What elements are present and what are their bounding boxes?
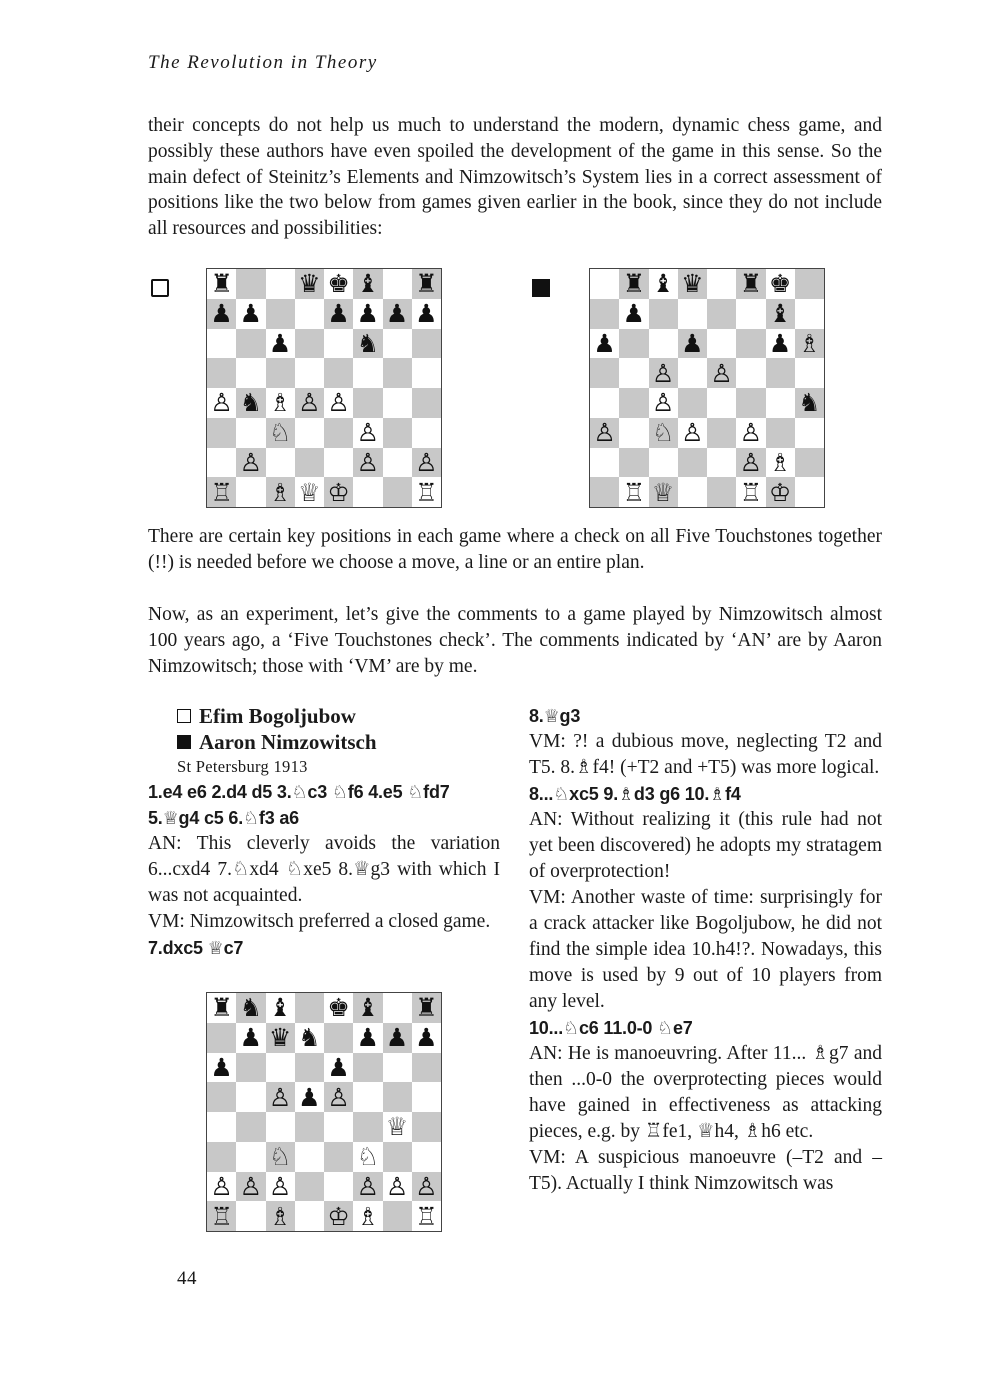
black-square-icon [177,735,191,749]
square-e7: ♟ [324,299,353,329]
square-b2: ♙ [236,448,265,478]
square-e3 [324,418,353,448]
square-e2 [707,448,736,478]
square-b8: ♜ [619,269,648,299]
square-e4 [707,388,736,418]
square-f5 [736,358,765,388]
square-g3 [766,418,795,448]
experiment-paragraph: Now, as an experiment, let’s give the comments to a game played by Nimzowitsch almost 100 years ago, a ‘Five Touchstones check’. The comments indicated by ‘AN’ are by Aaron Nimzowitsch; those with ‘VM’ are by me. [148,604,882,677]
square-e5 [324,358,353,388]
square-a8 [590,269,619,299]
square-b4 [619,388,648,418]
square-h2: ♙ [412,1172,441,1202]
square-b3 [236,418,265,448]
black-player-name: Aaron Nimzowitsch [199,730,377,754]
square-c7: ♛ [266,1023,295,1053]
diagram-1 [206,268,442,508]
square-h5 [412,1082,441,1112]
square-a4 [207,1112,236,1142]
square-c1: ♗ [266,477,295,507]
square-d5: ♟ [295,1082,324,1112]
square-f7: ♟ [353,299,382,329]
white-square-icon [177,709,191,723]
square-d5 [295,358,324,388]
square-g3 [383,418,412,448]
square-g2: ♗ [766,448,795,478]
diagram-2 [589,268,825,508]
square-e1 [707,477,736,507]
square-f1: ♖ [736,477,765,507]
square-h5 [795,358,824,388]
square-f6 [353,1053,382,1083]
white-player [148,703,500,729]
square-a6: ♟ [207,1053,236,1083]
note-5: VM: Another waste of time: surprisingly for a crack attacker like Bogoljubow, he did not find the simple idea 10.h4!?. Nowadays, this move is used by 9 out of 10 players from any level. [529,887,882,1012]
square-h3 [412,418,441,448]
square-d4 [678,388,707,418]
square-e3 [707,418,736,448]
square-f4 [353,388,382,418]
square-e7 [324,1023,353,1053]
square-d6: ♟ [678,329,707,359]
square-a3 [207,1142,236,1172]
black-player [148,729,500,755]
white-to-move-icon [151,279,169,297]
square-h5 [412,358,441,388]
square-c8 [266,269,295,299]
square-e7 [707,299,736,329]
square-g2: ♙ [383,1172,412,1202]
square-b3 [619,418,648,448]
square-a3: ♙ [590,418,619,448]
square-a7: ♟ [207,299,236,329]
square-d8: ♛ [678,269,707,299]
square-e6: ♟ [324,1053,353,1083]
square-f3: ♙ [353,418,382,448]
note-6: AN: He is manoeuvring. After 11... ♗g7 and then ...0-0 the overprotecting pieces would have gained in effectiveness as attacking pieces, e.g. by ♖fe1, ♕h4, ♗h6 etc. [529,1043,882,1142]
square-g8 [383,269,412,299]
running-head: The Revolution in Theory [148,52,378,73]
note-4: AN: Without realizing it (this rule had not yet been discovered) he adopts my stratagem of overprotection! [529,809,882,882]
square-h4: ♞ [795,388,824,418]
square-e5: ♙ [707,358,736,388]
square-d8: ♛ [295,269,324,299]
square-h7 [795,299,824,329]
note-7: VM: A suspicious manoeuvre (–T2 and –T5). Actually I think Nimzowitsch was [529,1147,882,1194]
square-e8 [707,269,736,299]
square-b7: ♟ [619,299,648,329]
square-g7: ♝ [766,299,795,329]
moves-1: 1.e4 e6 2.d4 d5 3.♘c3 ♘f6 4.e5 ♘fd7 5.♕g4 c5 6.♘f3 a6 [148,782,450,828]
square-h8: ♜ [412,993,441,1023]
square-c6 [649,329,678,359]
square-c5: ♙ [649,358,678,388]
square-a1: ♖ [207,1201,236,1231]
square-b7: ♟ [236,1023,265,1053]
square-f3: ♙ [736,418,765,448]
square-h6 [412,1053,441,1083]
square-b7: ♟ [236,299,265,329]
square-b6 [236,329,265,359]
square-e6 [324,329,353,359]
game-column-left [148,703,500,961]
square-b4: ♞ [236,388,265,418]
square-a3 [207,418,236,448]
square-c6 [266,1053,295,1083]
square-g4 [383,388,412,418]
square-d6 [295,329,324,359]
square-a8: ♜ [207,993,236,1023]
square-h1 [795,477,824,507]
square-h8: ♜ [412,269,441,299]
square-f2: ♙ [353,448,382,478]
square-g5 [383,358,412,388]
square-d8 [295,993,324,1023]
square-b2 [619,448,648,478]
square-h7: ♟ [412,1023,441,1053]
game-venue: St Petersburg 1913 [177,757,308,776]
note-3: VM: ?! a dubious move, neglecting T2 and T5. 8.♗f4! (+T2 and +T5) was more logical. [529,731,882,778]
square-f1: ♗ [353,1201,382,1231]
square-h4 [412,388,441,418]
square-d4 [295,1112,324,1142]
moves-2: 7.dxc5 ♕c7 [148,938,244,958]
square-h6 [412,329,441,359]
square-d1: ♕ [295,477,324,507]
square-h8 [795,269,824,299]
square-g2 [383,448,412,478]
moves-5: 10...♘c6 11.0-0 ♘e7 [529,1018,693,1038]
square-f8: ♝ [353,269,382,299]
square-e4 [324,1112,353,1142]
square-e1: ♔ [324,1201,353,1231]
square-d6 [295,1053,324,1083]
square-f6: ♞ [353,329,382,359]
square-e2 [324,1172,353,1202]
square-b5 [236,358,265,388]
square-c8: ♝ [266,993,295,1023]
square-h6: ♗ [795,329,824,359]
square-b3 [236,1142,265,1172]
square-e3 [324,1142,353,1172]
square-d4: ♙ [295,388,324,418]
square-c5: ♙ [266,1082,295,1112]
square-c3: ♘ [649,418,678,448]
square-c4: ♙ [649,388,678,418]
square-c2: ♙ [266,1172,295,1202]
square-a2: ♙ [207,1172,236,1202]
square-a4 [590,388,619,418]
square-d3 [295,418,324,448]
square-g8 [383,993,412,1023]
square-c2 [266,448,295,478]
square-g8: ♚ [766,269,795,299]
square-c1: ♕ [649,477,678,507]
square-a2 [590,448,619,478]
square-a6: ♟ [590,329,619,359]
square-d7 [295,299,324,329]
square-g7: ♟ [383,299,412,329]
intro-paragraph: their concepts do not help us much to understand the modern, dynamic chess game, and possibly these authors have even spoiled the development of the game in this sense. So the main defect of Steinitz’s Elements and Nimzowitsch’s System lies in a correct assessment of positions like the two below from games given earlier in the book, since they do not include all resources and possibilities: [148,115,882,240]
moves-4: 8...♘xc5 9.♗d3 g6 10.♗f4 [529,784,741,804]
square-d1 [295,1201,324,1231]
square-e8: ♚ [324,993,353,1023]
square-a5 [207,358,236,388]
square-a1: ♖ [207,477,236,507]
square-e4: ♙ [324,388,353,418]
square-f2: ♙ [353,1172,382,1202]
square-a7 [207,1023,236,1053]
square-h7: ♟ [412,299,441,329]
square-c4: ♗ [266,388,295,418]
square-a6 [207,329,236,359]
square-g5 [383,1082,412,1112]
square-a4: ♙ [207,388,236,418]
square-b6 [619,329,648,359]
square-h2 [795,448,824,478]
square-d5 [678,358,707,388]
square-d7 [678,299,707,329]
square-g1 [383,477,412,507]
square-a5 [207,1082,236,1112]
square-c3: ♘ [266,1142,295,1172]
square-e6 [707,329,736,359]
square-b1 [236,1201,265,1231]
square-a2 [207,448,236,478]
square-g6: ♟ [766,329,795,359]
square-g5 [766,358,795,388]
square-e5: ♙ [324,1082,353,1112]
square-d2 [295,1172,324,1202]
square-c2 [649,448,678,478]
square-d2 [678,448,707,478]
square-f5 [353,358,382,388]
square-h3 [412,1142,441,1172]
square-d1 [678,477,707,507]
moves-3: 8.♕g3 [529,706,581,726]
square-b5 [619,358,648,388]
square-a5 [590,358,619,388]
square-b1 [236,477,265,507]
square-f6 [736,329,765,359]
note-2: VM: Nimzowitsch preferred a closed game. [148,911,491,932]
square-a7 [590,299,619,329]
square-h4 [412,1112,441,1142]
square-h3 [795,418,824,448]
square-e1: ♔ [324,477,353,507]
square-d3: ♙ [678,418,707,448]
square-g6 [383,329,412,359]
square-b5 [236,1082,265,1112]
square-b4 [236,1112,265,1142]
diagram-3 [206,992,442,1232]
square-d2 [295,448,324,478]
game-column-right [529,703,882,1197]
square-c5 [266,358,295,388]
square-g1: ♔ [766,477,795,507]
square-b6 [236,1053,265,1083]
white-player-name: Efim Bogoljubow [199,704,356,728]
square-c4 [266,1112,295,1142]
square-g3 [383,1142,412,1172]
note-1: AN: This cleverly avoids the variation 6...cxd4 7.♘xd4 ♘xe5 8.♕g3 with which I was not acquainted. [148,833,500,906]
square-f4 [353,1112,382,1142]
square-f7: ♟ [353,1023,382,1053]
square-g7: ♟ [383,1023,412,1053]
square-b8: ♞ [236,993,265,1023]
square-c6: ♟ [266,329,295,359]
square-g4: ♕ [383,1112,412,1142]
square-f4 [736,388,765,418]
square-h1: ♖ [412,477,441,507]
square-f8: ♜ [736,269,765,299]
square-c7 [266,299,295,329]
square-g4 [766,388,795,418]
square-b2: ♙ [236,1172,265,1202]
square-d3 [295,1142,324,1172]
square-f3: ♘ [353,1142,382,1172]
square-a1 [590,477,619,507]
square-e8: ♚ [324,269,353,299]
square-d7: ♞ [295,1023,324,1053]
square-g1 [383,1201,412,1231]
square-h1: ♖ [412,1201,441,1231]
square-c1: ♗ [266,1201,295,1231]
square-f1 [353,477,382,507]
square-f5 [353,1082,382,1112]
square-c3: ♘ [266,418,295,448]
square-c7 [649,299,678,329]
square-f8: ♝ [353,993,382,1023]
square-b1: ♖ [619,477,648,507]
square-h2: ♙ [412,448,441,478]
square-b8 [236,269,265,299]
square-g6 [383,1053,412,1083]
page-number: 44 [177,1268,197,1289]
square-f2: ♙ [736,448,765,478]
square-c8: ♝ [649,269,678,299]
square-a8: ♜ [207,269,236,299]
square-e2 [324,448,353,478]
touchstones-paragraph: There are certain key positions in each game where a check on all Five Touchstones together (!!) is needed before we choose a move, a line or an entire plan. [148,526,882,573]
square-f7 [736,299,765,329]
black-to-move-icon [532,279,550,297]
